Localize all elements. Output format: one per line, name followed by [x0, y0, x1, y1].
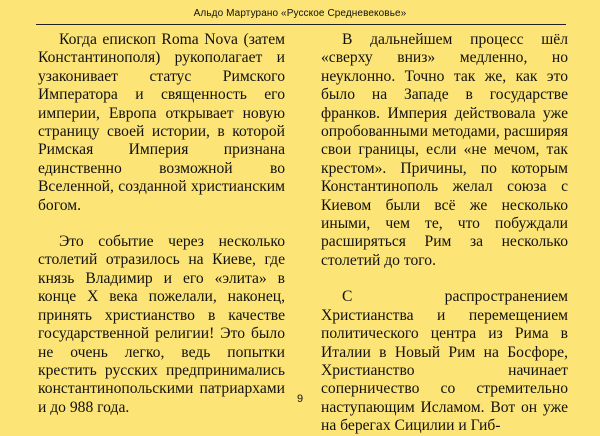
paragraph: В дальнейшем процесс шёл «сверху вниз» медленно, но неуклонно. Точно так же, как это было на Западе в государстве франков. Империя действовала уже опробованными методами, расширяя свои границы, если «не мечом, так крестом». Причины, по которым Константинополь желал союза с Киевом были всё же несколько иными, чем те, что побуждали расширяться Рим за несколько столетий до того. [321, 31, 568, 269]
paragraph: С распространением Христианства и перемещением политического центра из Рима в Италии в Новый Рим на Босфоре, Христианство начинает соперничество со стремительно наступающим Исламом. Вот он уже на берегах Сицилии и Гиб- [321, 288, 568, 435]
running-header: Альдо Мартурано «Русское Средневековье» [193, 8, 407, 19]
page-number: 9 [296, 393, 304, 405]
paragraph: Это событие через несколько столетий отразилось на Киеве, где князь Владимир и его «элита» в конце X века пожелали, наконец, принять христианство в качестве государственной религии! Это было не очень легко, ведь попытки крестить русских предпринимались константинопольскими патриархами и до 988 года. [38, 233, 285, 416]
left-column [38, 31, 285, 417]
paragraph: Когда епископ Roma Nova (затем Константинополя) рукополагает и узаконивает статус Римского Императора и священность его империи, Европа открывает новую страницу своей истории, в которой Римская Империя признана единственно возможной во Вселенной, созданной христианским богом. [38, 31, 285, 214]
right-column [321, 31, 568, 436]
header-rule [36, 24, 566, 25]
